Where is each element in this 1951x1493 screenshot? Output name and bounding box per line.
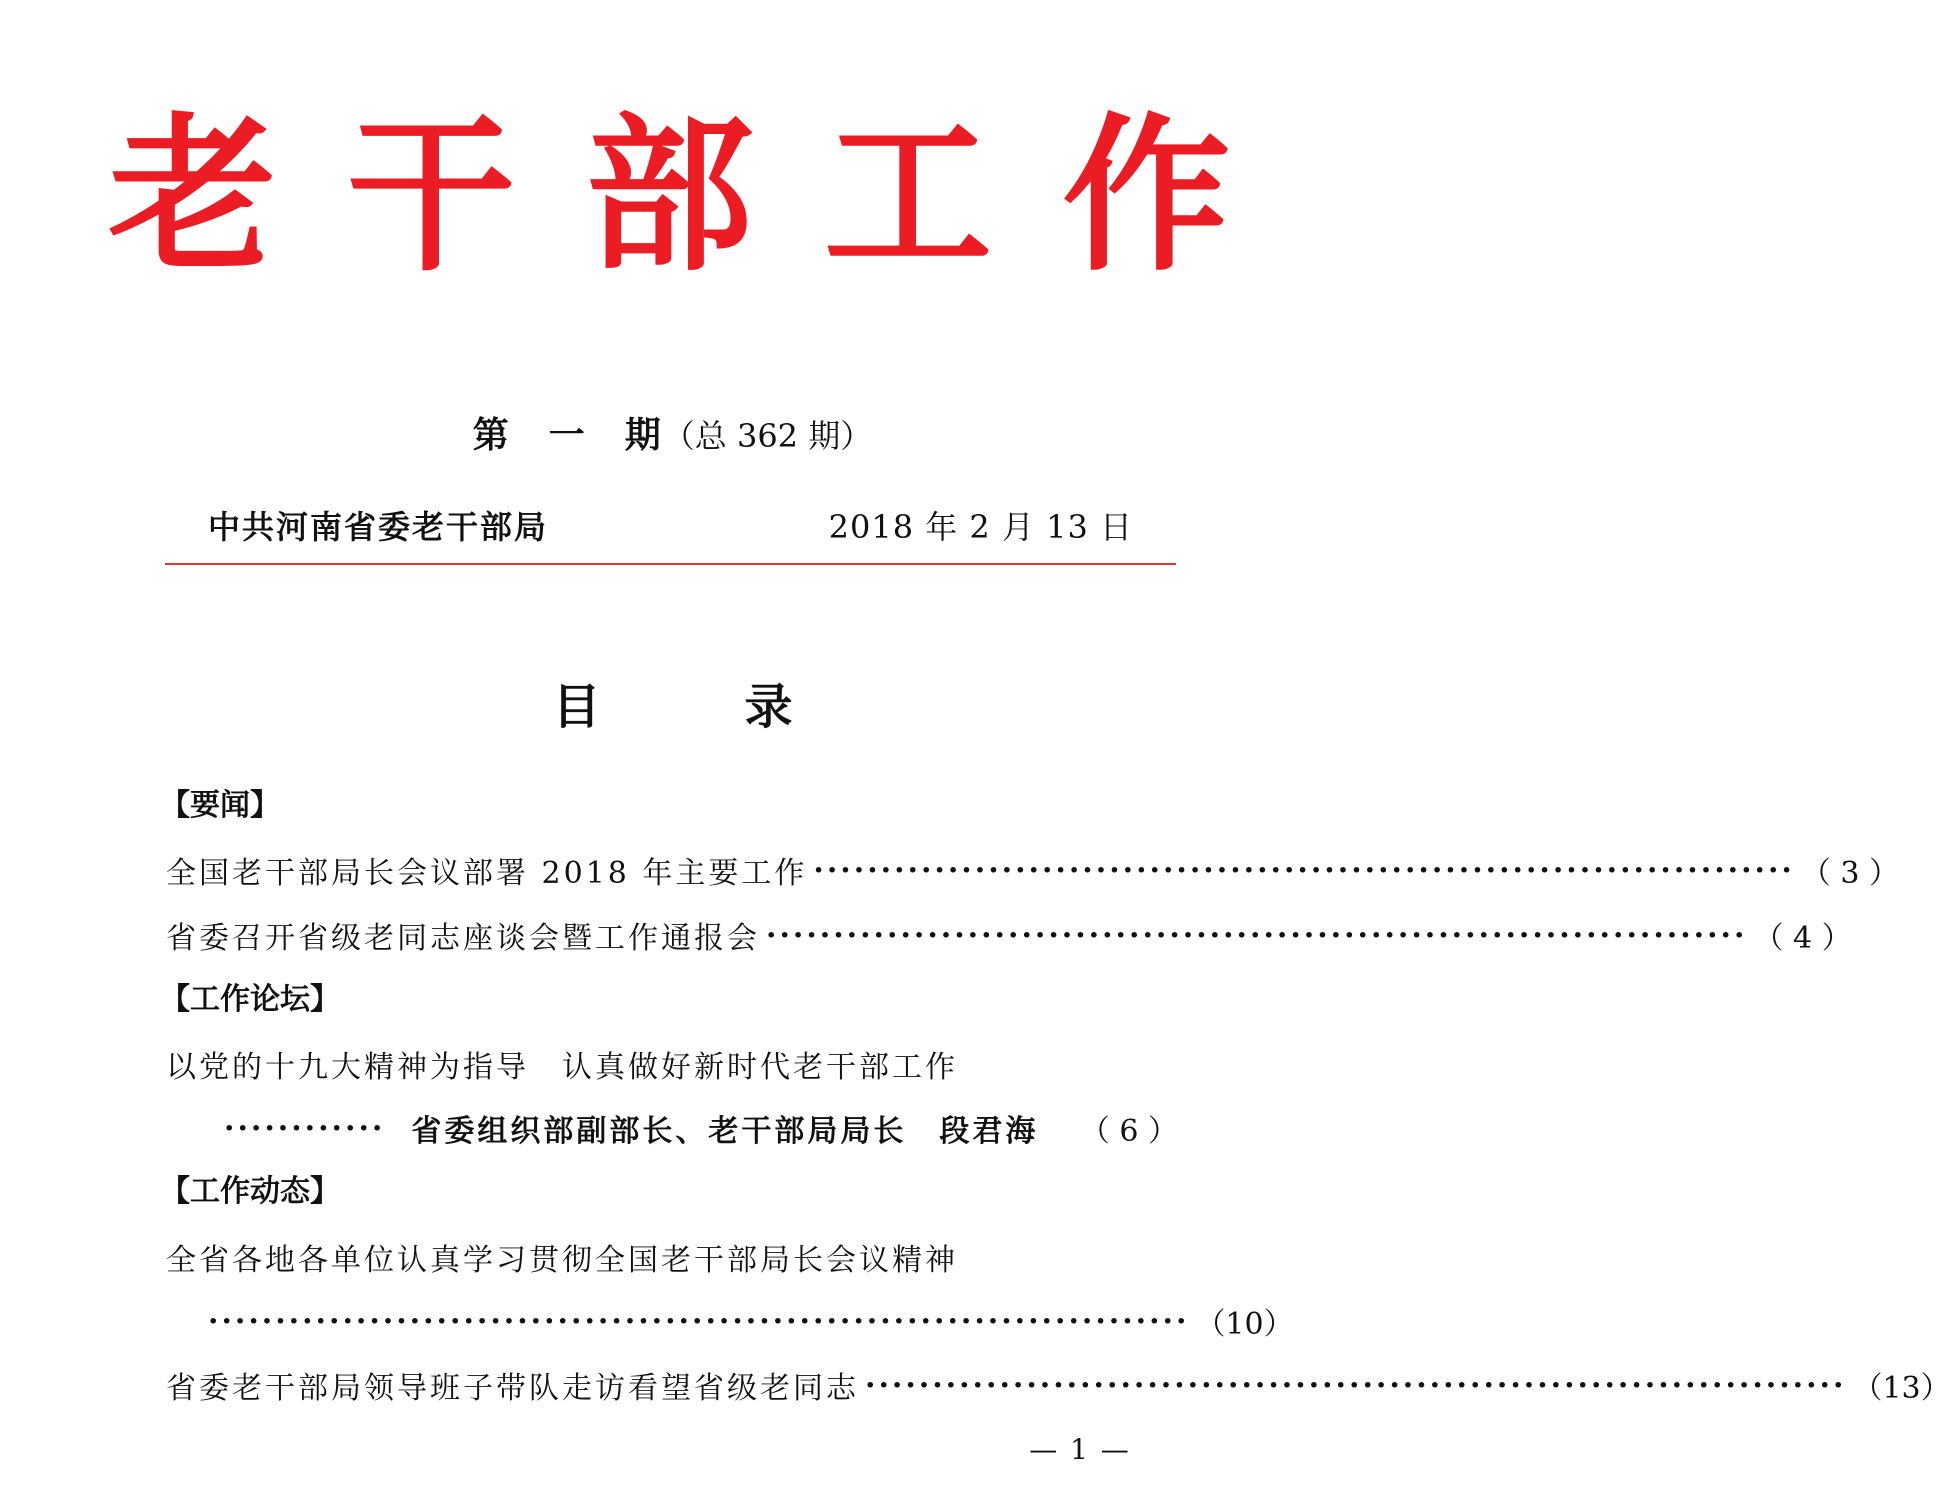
page-number-footer: — 1 —	[1029, 1433, 1131, 1466]
toc-entry-title: 全省各地各单位认真学习贯彻全国老干部局长会议精神	[166, 1243, 958, 1278]
toc-page-number: （13）	[1852, 1371, 1951, 1406]
toc-title: 目 录	[552, 679, 793, 735]
toc-entry-author-line[interactable]	[224, 1105, 1178, 1151]
toc-leader-dots: ·········································································	[865, 1367, 1847, 1403]
toc-page-number: （ 6 ）	[1079, 1114, 1178, 1149]
header-rule	[165, 563, 1176, 565]
issue-total: （总 362 期）	[662, 417, 873, 455]
toc-entry-title: 以党的十九大精神为指导 认真做好新时代老干部工作	[166, 1050, 958, 1085]
publish-date: 2018 年 2 月 13 日	[828, 508, 1133, 546]
toc-section-heading: 【工作动态】	[160, 1174, 340, 1209]
toc-entry-author: 省委组织部副部长、老干部局局长 段君海	[411, 1114, 1039, 1149]
masthead-title: 老 干 部 工 作	[108, 98, 1237, 294]
toc-entry-title: 省委老干部局领导班子带队走访看望省级老同志	[166, 1371, 859, 1406]
toc-entry-continuation[interactable]	[208, 1298, 1294, 1344]
toc-section-heading: 【要闻】	[160, 788, 280, 823]
toc-page-number: （10）	[1195, 1307, 1294, 1342]
issue-line	[0, 410, 1345, 461]
toc-page-number: （ 4 ）	[1753, 921, 1852, 956]
toc-entry[interactable]	[166, 1362, 1951, 1408]
toc-leader-dots: ·········································································	[813, 852, 1795, 888]
toc-leader-dots: ·········································································	[208, 1303, 1190, 1339]
toc-page-number: （ 3 ）	[1800, 856, 1900, 891]
toc-entry[interactable]	[166, 847, 1900, 893]
toc-entry[interactable]	[166, 1041, 1178, 1087]
toc-entry-title: 省委召开省级老同志座谈会暨工作通报会	[166, 921, 760, 956]
toc-entry-title: 全国老干部局长会议部署 2018 年主要工作	[166, 856, 808, 891]
toc-entry[interactable]	[166, 912, 1852, 958]
toc-entry[interactable]	[166, 1234, 1178, 1280]
toc-section-heading: 【工作论坛】	[160, 982, 340, 1017]
toc-leader-dots: ············	[224, 1110, 386, 1146]
publisher: 中共河南省委老干部局	[208, 508, 549, 546]
issue-number: 第 一 期	[472, 414, 663, 456]
toc-leader-dots: ·········································································	[766, 917, 1748, 953]
